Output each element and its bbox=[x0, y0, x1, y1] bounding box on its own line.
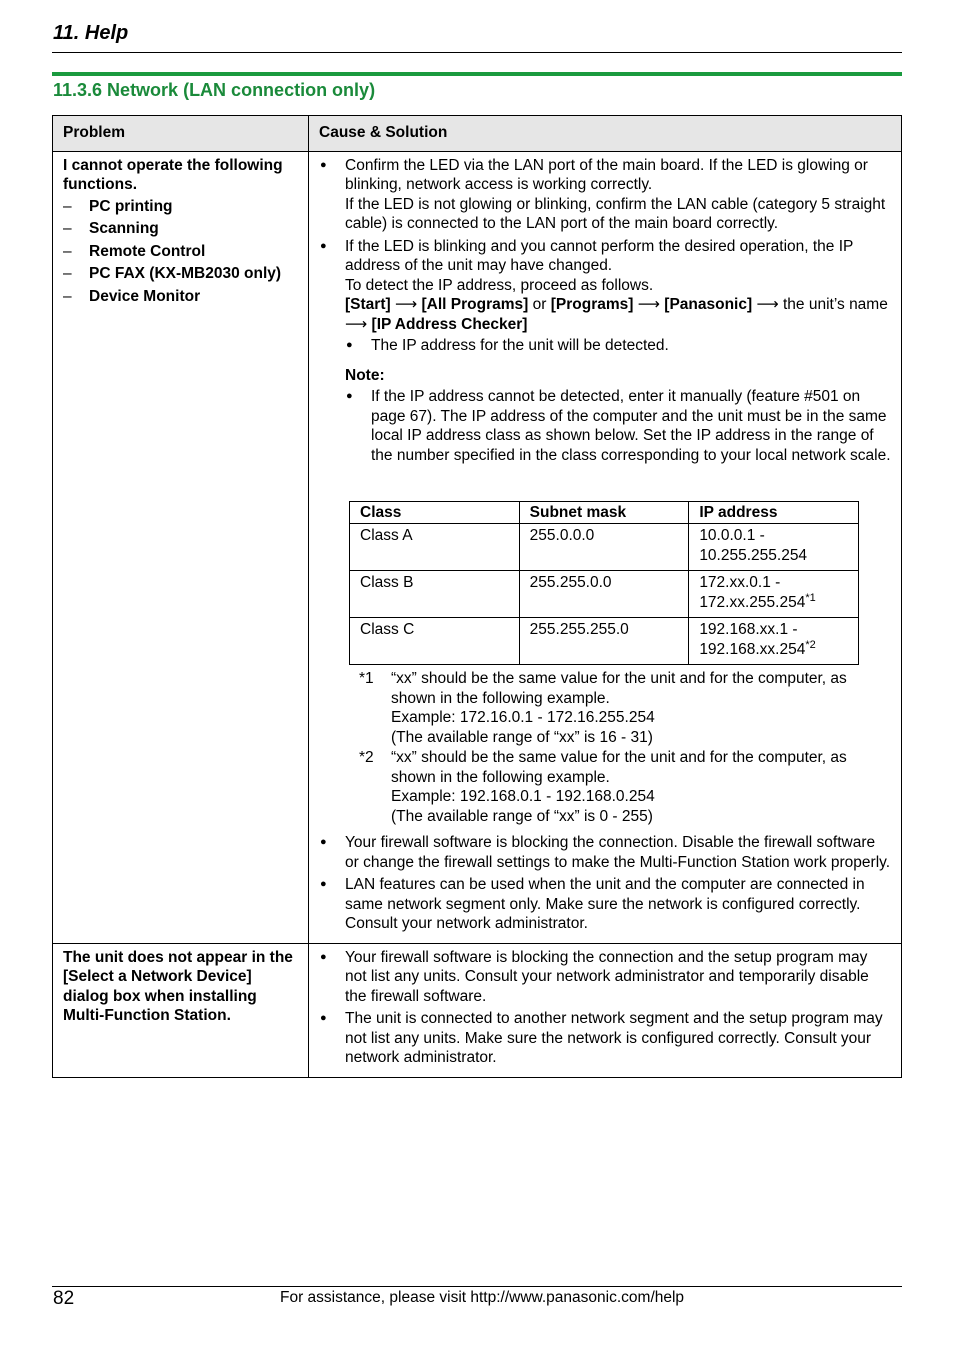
bullet-text: ● Confirm the LED via the LAN port of the main board. If the LED is glowing or blinking, network access is working correctly. bbox=[345, 156, 868, 193]
path-checker: [IP Address Checker] bbox=[371, 315, 528, 333]
ip-mask: 255.255.0.0 bbox=[519, 571, 689, 618]
table-header-row bbox=[53, 116, 902, 152]
problem-cell bbox=[53, 943, 309, 1077]
footnote-mark: *1 bbox=[359, 670, 374, 687]
path-programs: [Programs] bbox=[550, 296, 634, 313]
list-item: – Remote Control bbox=[63, 242, 298, 262]
table-row bbox=[350, 618, 859, 665]
ip-class: Class B bbox=[350, 571, 520, 618]
footer-rule bbox=[52, 1286, 902, 1287]
path-all-programs: [All Programs] bbox=[421, 296, 529, 313]
ip-class-table bbox=[349, 501, 859, 665]
page-number: 82 bbox=[53, 1288, 75, 1309]
ip-class: Class C bbox=[350, 618, 520, 665]
ip-address: 172.xx.0.1 - 172.xx.255.254$^{*1}$ bbox=[689, 571, 859, 618]
menu-path bbox=[345, 295, 891, 334]
bullet-text: ● The unit is connected to another network segment and the setup program may not list any units. Make sure the network is configured correctly. Consult your network administrator. bbox=[345, 1010, 883, 1066]
troubleshooting-table bbox=[52, 115, 902, 1078]
ip-class: Class A bbox=[350, 524, 520, 571]
path-panasonic: [Panasonic] bbox=[664, 296, 753, 313]
section-title: 11.3.6 Network (LAN connection only) bbox=[53, 80, 376, 100]
bullet-text: ● The IP address for the unit will be detected. bbox=[371, 337, 669, 354]
ip-col-address: IP address bbox=[689, 502, 859, 524]
problem-title: The unit does not appear in the [Select a Network Device] dialog box when installing Multi-Function Station. bbox=[63, 948, 293, 1024]
ip-mask: 255.0.0.0 bbox=[519, 524, 689, 571]
footnote: *1 “xx” should be the same value for the unit and for the computer, as shown in the following example. Example: 172.16.0.1 - 172.16.255.254 (The available range of “xx” is 16 - 31) bbox=[359, 670, 847, 746]
list-item: – PC printing bbox=[63, 197, 298, 217]
list-item: – Scanning bbox=[63, 219, 298, 239]
function-list bbox=[63, 197, 298, 307]
solution-cell bbox=[309, 943, 902, 1077]
note-bullet bbox=[345, 387, 891, 465]
footnote-ref: *2 bbox=[805, 638, 816, 651]
footnote: *2 “xx” should be the same value for the unit and for the computer, as shown in the following example. Example: 192.168.0.1 - 192.168.0.254 (The available range of “xx” is 0 - 255) bbox=[359, 749, 847, 825]
chapter-title: 11. Help bbox=[53, 22, 129, 44]
solution-header: Cause & Solution bbox=[309, 116, 902, 152]
ip-col-class: Class bbox=[350, 502, 520, 524]
bullet-item bbox=[319, 833, 891, 872]
arrow-icon: ⟶ bbox=[394, 296, 418, 313]
bullet-item bbox=[319, 237, 891, 466]
bullet-text: If the LED is not glowing or blinking, confirm the LAN cable (category 5 straight cable) is connected to the LAN port of the main board correctly. bbox=[345, 195, 886, 232]
table-row bbox=[53, 943, 902, 1077]
problem-cell bbox=[53, 151, 309, 943]
path-start: [Start] bbox=[345, 296, 391, 313]
bullet-text: ● Your firewall software is blocking the connection. Disable the firewall software or change the firewall settings to make the Multi-Function Station work properly. bbox=[345, 834, 891, 871]
note-label: Note: bbox=[345, 366, 385, 384]
bullet-text: ● If the LED is blinking and you cannot perform the desired operation, the IP address of the unit may have changed. bbox=[345, 237, 854, 274]
list-item: – PC FAX (KX-MB2030 only) bbox=[63, 264, 298, 284]
solution-cell bbox=[309, 151, 902, 943]
ip-address: 10.0.0.1 - 10.255.255.254 bbox=[689, 524, 859, 571]
bullet-text: ● LAN features can be used when the unit and the computer are connected in same network segment only. Make sure the network is configured correctly. Consult your network administrator. bbox=[345, 876, 865, 932]
list-item: – Device Monitor bbox=[63, 287, 298, 307]
path-units-name: the unit’s name bbox=[783, 296, 888, 313]
footnote-mark: *2 bbox=[359, 749, 374, 766]
bullet-text: ● Your firewall software is blocking the connection and the setup program may not list any units. Consult your network administrator and temporarily disable the firewall software. bbox=[345, 948, 869, 1005]
ip-address: 192.168.xx.1 - 192.168.xx.254$^{*2}$ bbox=[689, 618, 859, 665]
table-row bbox=[350, 524, 859, 571]
note-text: ● If the IP address cannot be detected, enter it manually (feature #501 on page 67). The IP address of the computer and the unit must be in the same local IP address class as shown below. Set the IP address in the range of the number specified in the class corresponding to your local network scale. bbox=[371, 388, 891, 464]
header-rule bbox=[52, 52, 902, 53]
arrow-icon: ⟶ bbox=[756, 296, 779, 313]
arrow-icon: ⟶ bbox=[345, 315, 368, 333]
problem-header: Problem bbox=[53, 116, 309, 152]
bullet-item bbox=[319, 156, 891, 234]
ip-col-mask: Subnet mask bbox=[519, 502, 689, 524]
ip-table-header bbox=[350, 502, 859, 524]
table-row bbox=[53, 151, 902, 943]
bullet-item bbox=[319, 948, 891, 1007]
section-bar bbox=[52, 72, 902, 76]
problem-title: I cannot operate the following functions. bbox=[63, 156, 283, 193]
path-or: or bbox=[532, 296, 547, 313]
bullet-item bbox=[319, 875, 891, 934]
footer-assistance: For assistance, please visit http://www.panasonic.com/help bbox=[280, 1289, 685, 1306]
ip-mask: 255.255.255.0 bbox=[519, 618, 689, 665]
bullet-item bbox=[319, 1009, 891, 1068]
sub-bullet bbox=[345, 336, 891, 356]
table-row bbox=[350, 571, 859, 618]
bullet-text: To detect the IP address, proceed as follows. bbox=[345, 276, 654, 294]
footnote-ref: *1 bbox=[805, 591, 816, 604]
arrow-icon: ⟶ bbox=[637, 296, 660, 313]
